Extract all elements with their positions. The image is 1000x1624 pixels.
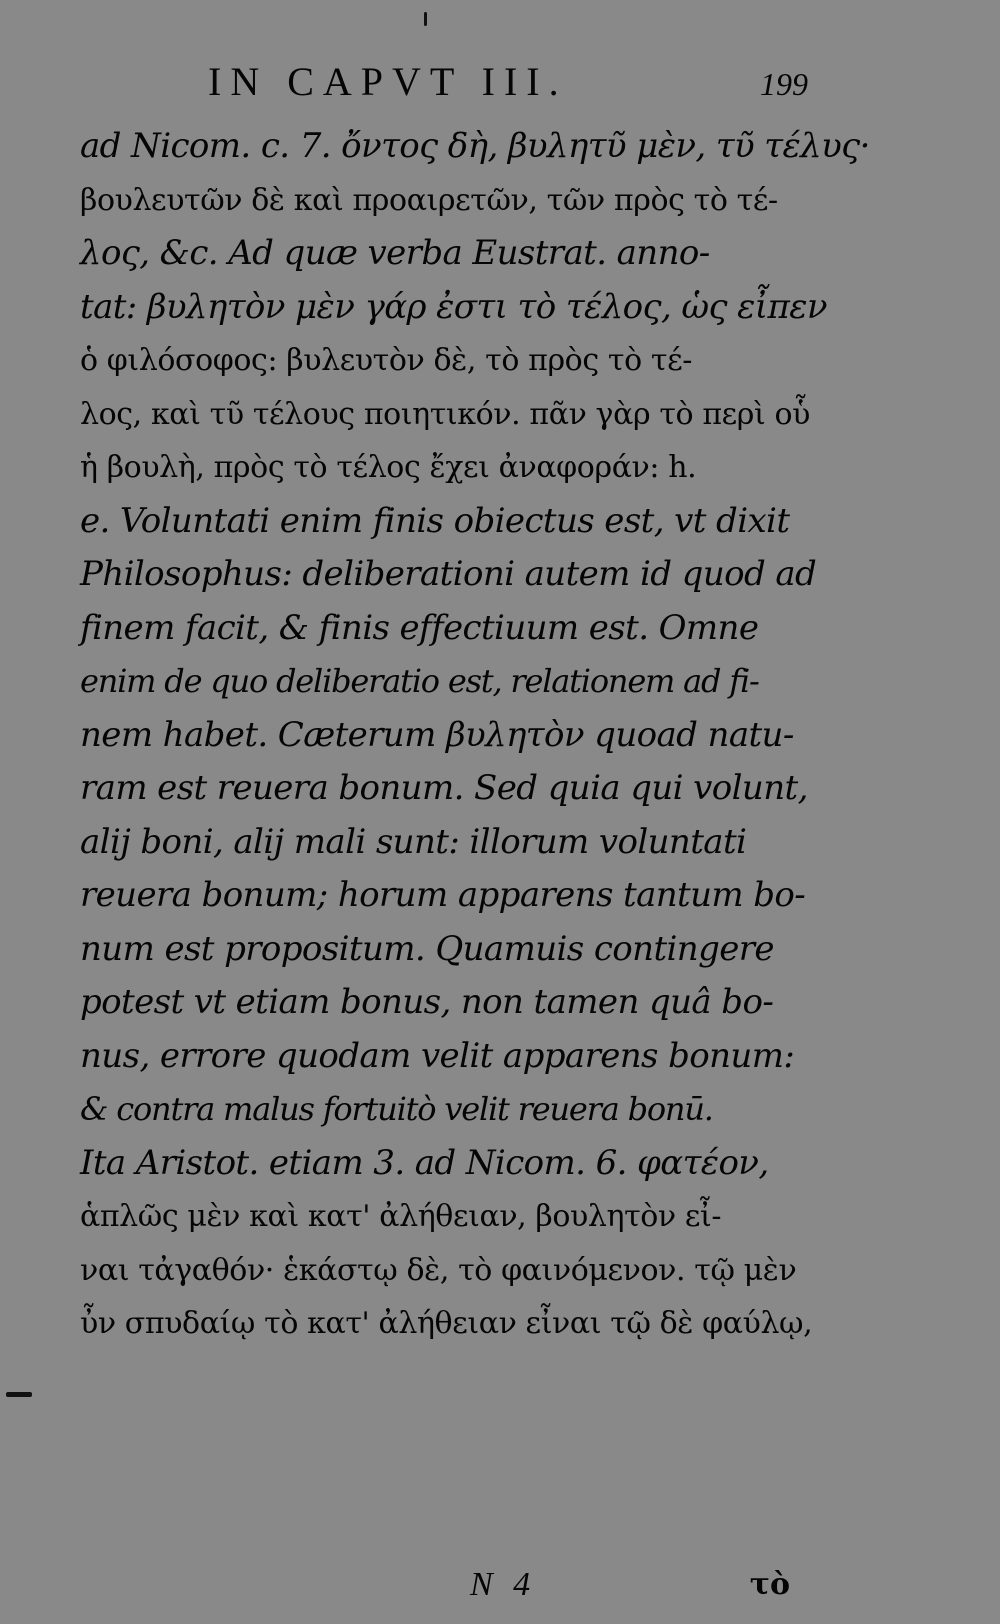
text-line: ἡ βουλὴ, πρὸς τὸ τέλος ἔχει ἀναφοράν: h. — [80, 450, 697, 485]
running-head — [208, 58, 808, 106]
text-line: ὁ φιλόσοφος: βυλευτὸν δὲ, τὸ πρὸς τὸ τέ- — [80, 343, 692, 378]
text-line: & contra malus fortuitò velit reuera bonū. — [80, 1090, 713, 1128]
text-line: ad Nicom. c. 7. ὄντος δὴ, βυλητῦ μὲν, τῦ τέλυς· — [80, 126, 870, 166]
text-line: Philosophus: deliberationi autem id quod ad — [80, 554, 817, 594]
ink-speck — [424, 12, 427, 26]
text-line: nus, errore quodam velit apparens bonum: — [80, 1035, 795, 1076]
text-line: ἁπλῶς μὲν καὶ κατ' ἀλήθειαν, βουλητὸν εἶ- — [80, 1199, 722, 1234]
text-line: reuera bonum; horum apparens tantum bo- — [80, 875, 806, 915]
text-line: enim de quo deliberatio est, relationem ad fi- — [80, 662, 759, 700]
text-line: e. Voluntati enim finis obiectus est, vt dixit — [80, 500, 790, 541]
text-line: ὖν σπυδαίῳ τὸ κατ' ἀλήθειαν εἶναι τῷ δὲ φαύλῳ, — [80, 1306, 813, 1341]
text-line: λος, &c. Ad quæ verba Eustrat. anno- — [80, 233, 710, 273]
text-line: Ita Aristot. etiam 3. ad Nicom. 6. φατέον, — [80, 1142, 769, 1183]
text-line: ram est reuera bonum. Sed quia qui volunt, — [80, 768, 808, 808]
text-line: βουλευτῶν δὲ καὶ προαιρετῶν, τῶν πρὸς τὸ τέ- — [80, 182, 778, 218]
text-line: potest vt etiam bonus, non tamen quâ bo- — [80, 982, 774, 1022]
page-number: 199 — [760, 66, 808, 102]
text-line: λος, καὶ τῦ τέλους ποιητικόν. πᾶν γὰρ τὸ περὶ οὗ — [80, 396, 811, 432]
ink-speck — [6, 1392, 32, 1397]
text-line: ναι τἀγαθόν· ἑκάστῳ δὲ, τὸ φαινόμενον. τῷ μὲν — [80, 1252, 797, 1288]
running-head-title: IN CAPVT III. — [208, 59, 568, 104]
signature-mark: N 4 — [470, 1566, 537, 1603]
text-line: tat: βυλητὸν μὲν γάρ ἐστι τὸ τέλος, ὡς εἶπεν — [80, 286, 827, 327]
text-line: num est propositum. Quamuis contingere — [80, 928, 774, 969]
body-text — [80, 120, 870, 1540]
text-line: finem facit, & finis effectiuum est. Omne — [80, 607, 759, 648]
text-line: nem habet. Cæterum βυλητὸν quoad natu- — [80, 714, 794, 755]
page-footer — [110, 1560, 790, 1610]
catchword: τὸ — [749, 1567, 790, 1602]
text-line: alij boni, alij mali sunt: illorum voluntati — [80, 821, 747, 862]
